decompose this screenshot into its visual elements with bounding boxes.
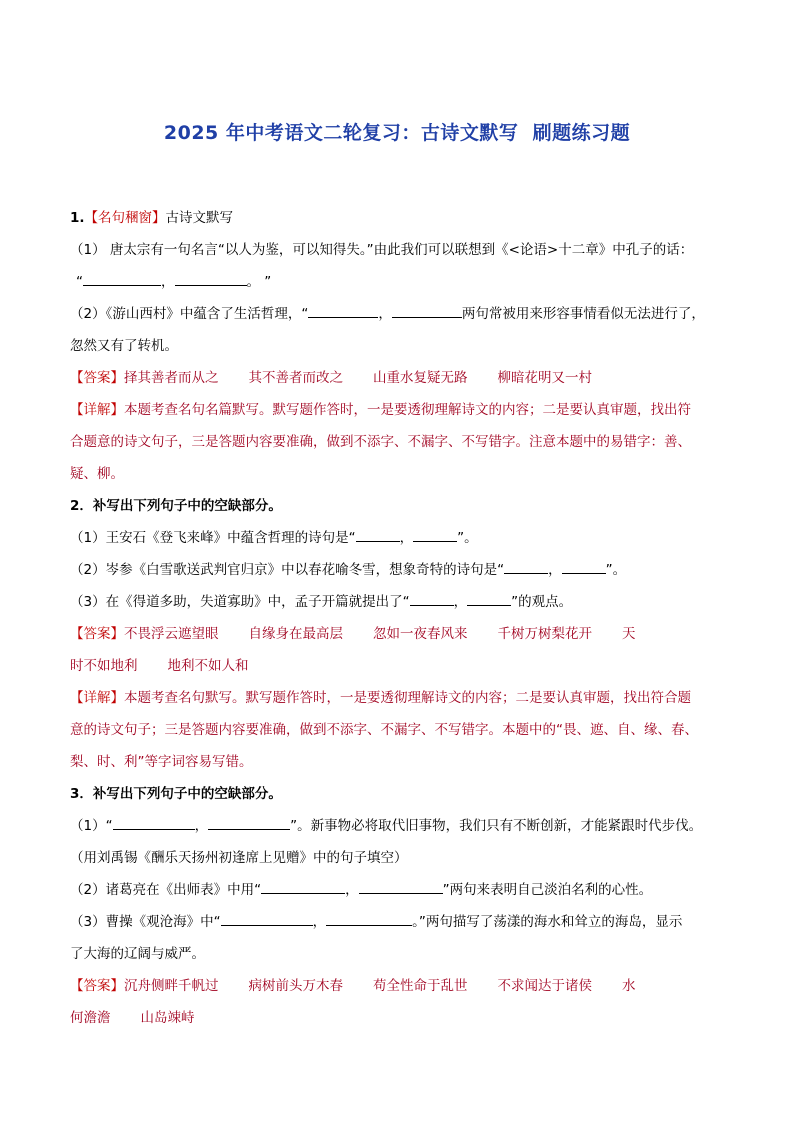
answer-tag: 【答案】 xyxy=(70,370,124,386)
blank xyxy=(410,591,454,606)
q3-part2: （2）诸葛亮在《出师表》中用“ ， ”两句来表明自己淡泊名利的心性。 xyxy=(70,874,730,906)
answer-item: 时不如地利 xyxy=(70,658,138,674)
q1-tag: 【名句稛窗】 xyxy=(84,210,166,226)
blank xyxy=(359,879,443,894)
detail-tag: 【详解】 xyxy=(70,690,124,706)
q3-heading: 3．补写出下列句子中的空缺部分。 xyxy=(70,786,282,802)
q2-answer-line2 xyxy=(70,650,730,682)
detail-tag: 【详解】 xyxy=(70,402,124,418)
q1-detail-line3: 疑、柳。 xyxy=(70,466,124,482)
blank xyxy=(356,527,400,542)
q2-detail-line3: 梨、时、利”等字词容易写错。 xyxy=(70,754,253,770)
blank xyxy=(504,559,548,574)
q1-heading-text: 古诗文默写 xyxy=(165,210,234,226)
answer-item: 山重水复疑无路 xyxy=(373,370,468,386)
page-title: 2025 年中考语文二轮复习：古诗文默写 刷题练习题 xyxy=(163,122,631,144)
answer-item: 择其善者而从之 xyxy=(124,370,219,386)
q1-heading xyxy=(70,202,730,234)
answer-item: 不求闻达于诸侯 xyxy=(497,978,592,994)
q1-part1-line1: （1） 唐太宗有一句名言“以人为鉴，可以知得失。”由此我们可以联想到《<论语>十二章》中孔子的话： xyxy=(70,242,694,258)
answer-item: 不畏浮云遮望眼 xyxy=(124,626,219,642)
answer-item: 自缘身在最高层 xyxy=(248,626,343,642)
blank xyxy=(221,911,313,926)
answer-item: 千树万树梨花开 xyxy=(497,626,592,642)
q1-part1-line2: “ ， 。 ” xyxy=(70,266,730,298)
q1-part2-line1: （2）《游山西村》中蕴含了生活哲理，“ ， 两句常被用来形容事情看似无法进行了， xyxy=(70,298,730,330)
blank xyxy=(413,527,457,542)
q3-part3-line2: 了大海的辽阔与威严。 xyxy=(70,946,205,962)
answer-item: 沉舟侧畔千帆过 xyxy=(124,978,219,994)
q2-answer-line1 xyxy=(70,618,730,650)
answer-item: 其不善者而改之 xyxy=(248,370,343,386)
answer-item: 苟全性命于乱世 xyxy=(373,978,468,994)
answer-item: 地利不如人和 xyxy=(167,658,249,674)
answer-item: 天 xyxy=(622,626,636,642)
q1-detail-line2: 合题意的诗文句子，三是答题内容要准确，做到不添字、不漏字、不写错字。注意本题中的易错字：善、 xyxy=(70,434,691,450)
q3-answer-line2 xyxy=(70,1002,730,1034)
q3-answer-line1 xyxy=(70,970,730,1002)
q2-heading: 2．补写出下列句子中的空缺部分。 xyxy=(70,498,282,514)
q2-part2: （2）岑参《白雪歌送武判官归京》中以春花喻冬雪，想象奇特的诗句是“ ， ”。 xyxy=(70,554,730,586)
q1-number: 1. xyxy=(70,210,85,226)
answer-item: 山岛竦峙 xyxy=(140,1010,195,1026)
blank xyxy=(83,271,161,286)
q3-part1: （1）“ ， ”。新事物必将取代旧事物，我们只有不断创新，才能紧跟时代步伐。 xyxy=(70,810,730,842)
answer-tag: 【答案】 xyxy=(70,626,124,642)
blank xyxy=(175,271,247,286)
blank xyxy=(113,815,195,830)
blank xyxy=(467,591,511,606)
answer-item: 水 xyxy=(622,978,636,994)
q1-answer xyxy=(70,362,730,394)
answer-tag: 【答案】 xyxy=(70,978,124,994)
q3-part1-note: （用刘禹锡《酬乐天扬州初逢席上见赠》中的句子填空） xyxy=(70,850,408,866)
answer-item: 柳暗花明又一村 xyxy=(497,370,592,386)
answer-item: 忽如一夜春风来 xyxy=(373,626,468,642)
q3-part3-line1: （3）曹操《观沧海》中“ ， 。”两句描写了荡漾的海水和耸立的海岛，显示 xyxy=(70,906,730,938)
blank xyxy=(208,815,290,830)
blank xyxy=(308,303,378,318)
q1-detail-line1: 【详解】本题考查名句名篇默写。默写题作答时，一是要透彻理解诗文的内容；二是要认真审题，找出符 xyxy=(70,402,691,418)
q1-part2-line2: 忽然又有了转机。 xyxy=(70,338,178,354)
blank xyxy=(392,303,462,318)
q2-part3: （3）在《得道多助，失道寡助》中，孟子开篇就提出了“ ， ”的观点。 xyxy=(70,586,730,618)
answer-item: 病树前头万木春 xyxy=(248,978,343,994)
q2-part1: （1）王安石《登飞来峰》中蕴含哲理的诗句是“ ， ”。 xyxy=(70,522,730,554)
blank xyxy=(562,559,606,574)
document-body xyxy=(70,202,730,1034)
answer-item: 何澹澹 xyxy=(70,1010,111,1026)
blank xyxy=(261,879,345,894)
q2-detail-line2: 意的诗文句子；三是答题内容要准确，做到不添字、不漏字、不写错字。本题中的“畏、遮、自、缘、春、 xyxy=(70,722,698,738)
q2-detail-line1: 【详解】本题考查名句默写。默写题作答时，一是要透彻理解诗文的内容；二是要认真审题，找出符合题 xyxy=(70,690,691,706)
blank xyxy=(326,911,412,926)
